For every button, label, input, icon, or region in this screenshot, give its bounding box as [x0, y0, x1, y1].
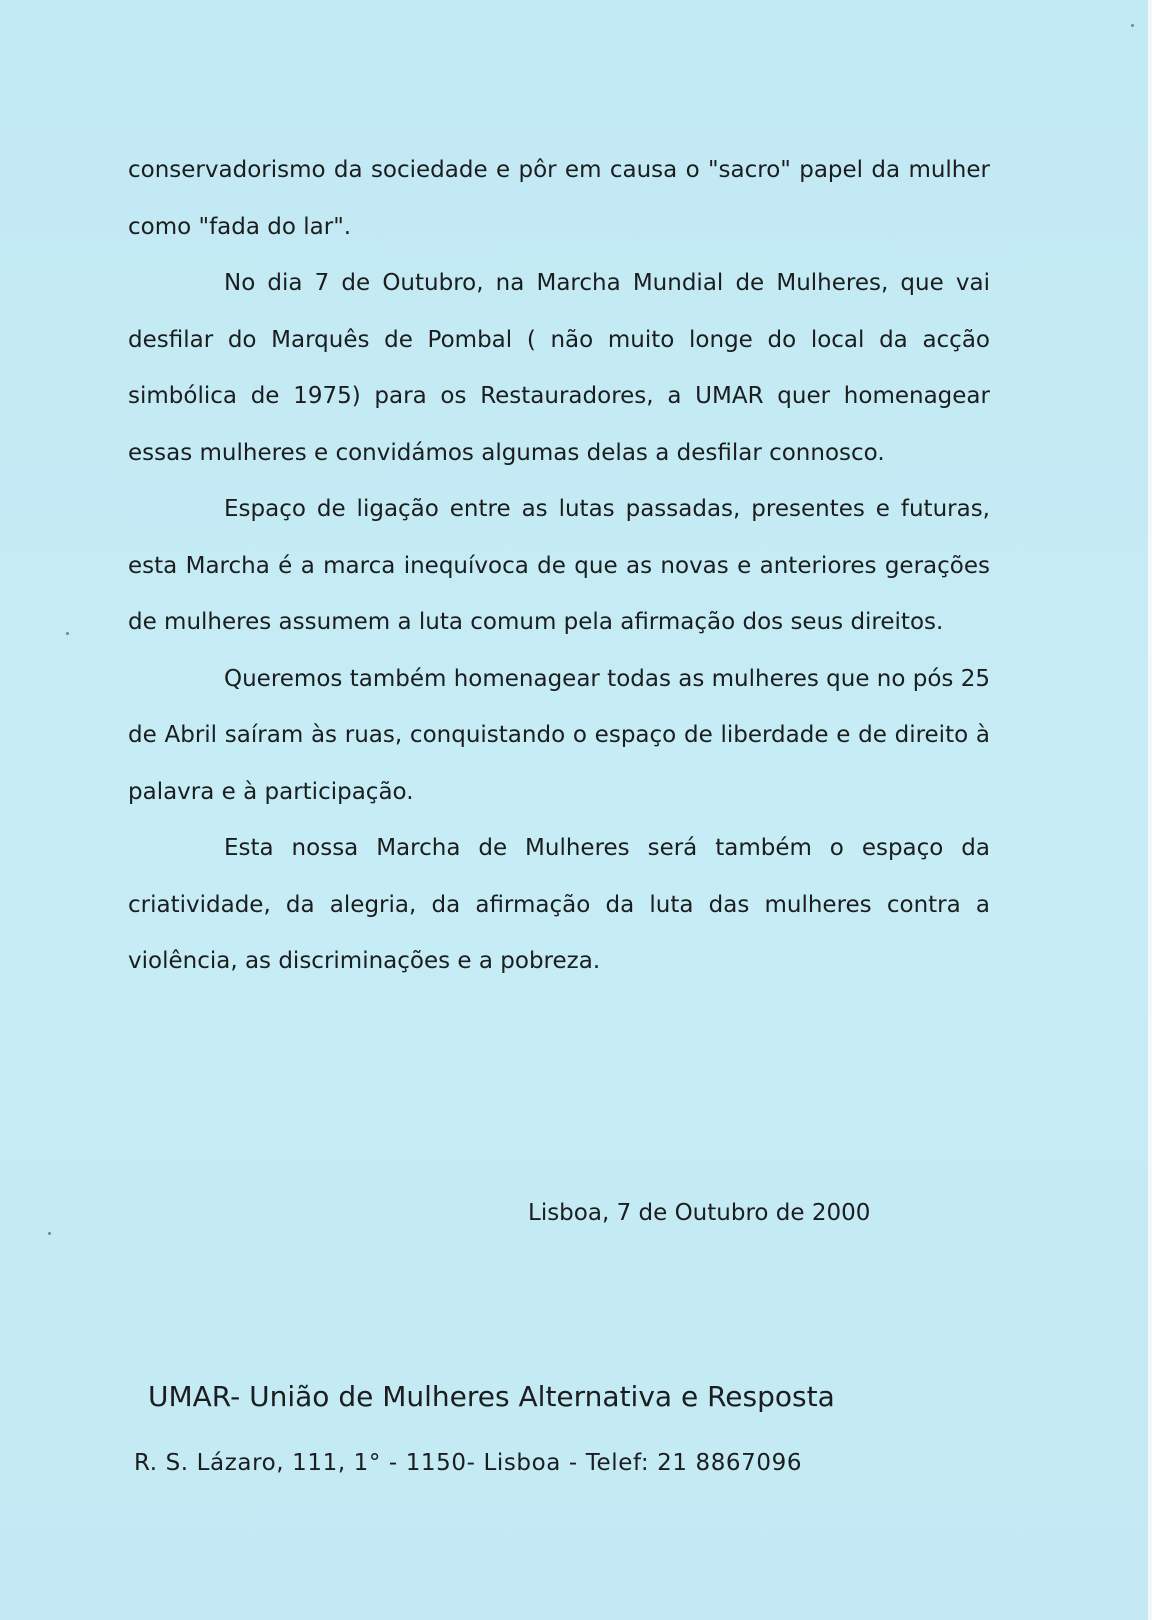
organization-address: R. S. Lázaro, 111, 1° - 1150- Lisboa - Telef: 21 8867096 — [134, 1450, 803, 1476]
paragraph: conservadorismo da sociedade e pôr em causa o "sacro" papel da mulher como "fada do lar". — [128, 157, 990, 240]
letter-body — [128, 142, 990, 990]
paragraph: No dia 7 de Outubro, na Marcha Mundial de Mulheres, que vai desfilar do Marquês de Pombal ( não muito longe do local da acção simbólica de 1975) para os Restauradores, a UMAR quer homenagear essas mulheres e convidámos algumas delas a desfilar connosco. — [128, 270, 990, 466]
paragraph: Queremos também homenagear todas as mulheres que no pós 25 de Abril saíram às ruas, conquistando o espaço de liberdade e de direito à palavra e à participação. — [128, 665, 990, 805]
page-edge — [1148, 0, 1152, 1620]
paragraph: Espaço de ligação entre as lutas passadas, presentes e futuras, esta Marcha é a marca inequívoca de que as novas e anteriores gerações de mulheres assumem a luta comum pela afirmação dos seus direitos. — [128, 496, 990, 635]
organization-name: UMAR- União de Mulheres Alternativa e Resposta — [148, 1380, 835, 1413]
date-line: Lisboa, 7 de Outubro de 2000 — [528, 1200, 871, 1226]
paper-speck — [48, 1232, 51, 1235]
paragraph: Esta nossa Marcha de Mulheres será também o espaço da criatividade, da alegria, da afirmação da luta das mulheres contra a violência, as discriminações e a pobreza. — [128, 835, 990, 974]
paper-speck — [1131, 24, 1134, 27]
paper-speck — [66, 632, 69, 635]
